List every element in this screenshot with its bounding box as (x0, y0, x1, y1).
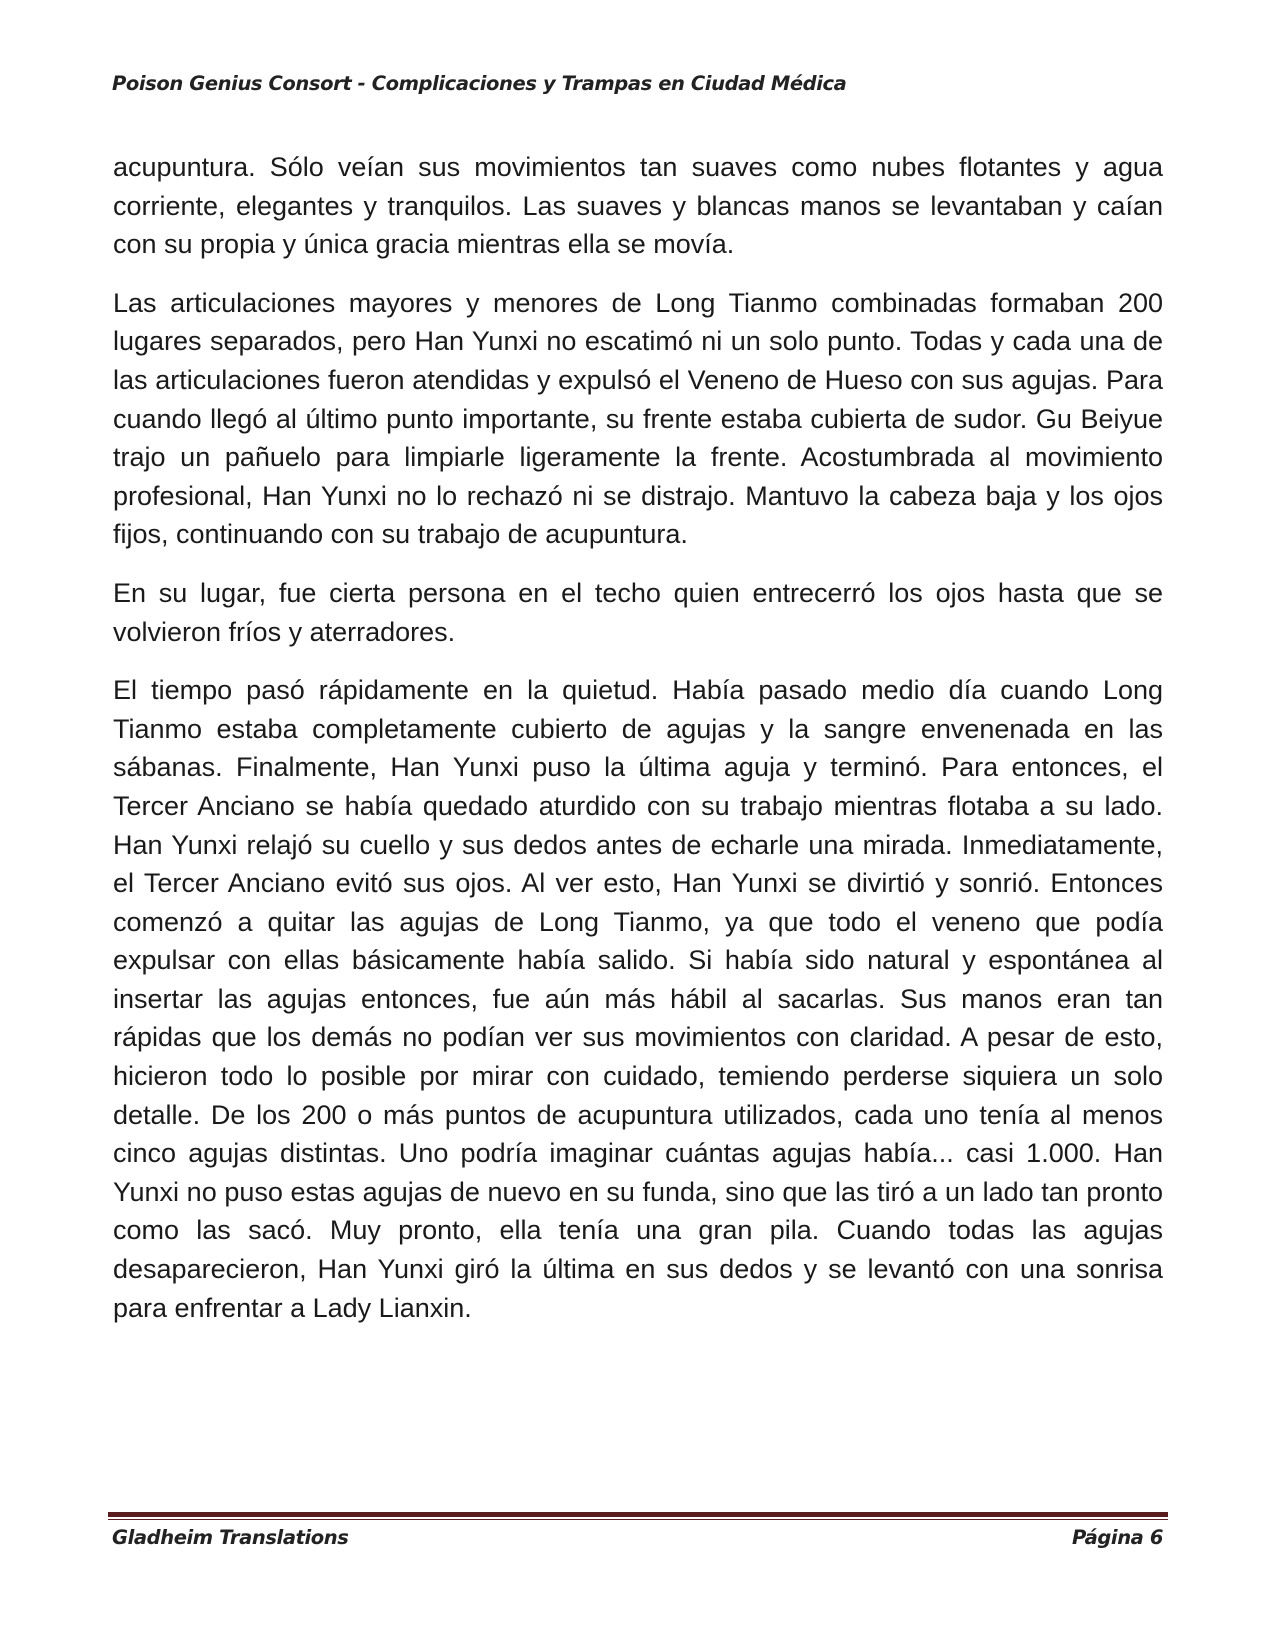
footer-publisher: Gladheim Translations (112, 1526, 349, 1549)
paragraph: acupuntura. Sólo veían sus movimientos tan suaves como nubes flotantes y agua corriente, elegantes y tranquilos. Las suaves y blancas manos se levantaban y caían con su propia y única gracia mientras ella se movía. (113, 152, 1163, 260)
footer-page-number: Página 6 (1071, 1526, 1163, 1549)
page-body (113, 148, 1163, 1347)
paragraph: El tiempo pasó rápidamente en la quietud. Había pasado medio día cuando Long Tianmo estaba completamente cubierto de agujas y la sangre envenenada en las sábanas. Finalmente, Han Yunxi puso la última aguja y terminó. Para entonces, el Tercer Anciano se había quedado aturdido con su trabajo mientras flotaba a su lado. Han Yunxi relajó su cuello y sus dedos antes de echarle una mirada. Inmediatamente, el Tercer Anciano evitó sus ojos. Al ver esto, Han Yunxi se divirtió y sonrió. Entonces comenzó a quitar las agujas de Long Tianmo, ya que todo el veneno que podía expulsar con ellas básicamente había salido. Si había sido natural y espontánea al insertar las agujas entonces, fue aún más hábil al sacarlas. Sus manos eran tan rápidas que los demás no podían ver sus movimientos con claridad. A pesar de esto, hicieron todo lo posible por mirar con cuidado, temiendo perderse siquiera un solo detalle. De los 200 o más puntos de acupuntura utilizados, cada uno tenía al menos cinco agujas distintas. Uno podría imaginar cuántas agujas había... casi 1.000. Han Yunxi no puso estas agujas de nuevo en su funda, sino que las tiró a un lado tan pronto como las sacó. Muy pronto, ella tenía una gran pila. Cuando todas las agujas desaparecieron, Han Yunxi giró la última en sus dedos y se levantó con una sonrisa para enfrentar a Lady Lianxin. (113, 675, 1163, 1323)
footer-divider (108, 1512, 1168, 1521)
paragraph: Las articulaciones mayores y menores de Long Tianmo combinadas formaban 200 lugares separados, pero Han Yunxi no escatimó ni un solo punto. Todas y cada una de las articulaciones fueron atendidas y expulsó el Veneno de Hueso con sus agujas. Para cuando llegó al último punto importante, su frente estaba cubierta de sudor. Gu Beiyue trajo un pañuelo para limpiarle ligeramente la frente. Acostumbrada al movimiento profesional, Han Yunxi no lo rechazó ni se distrajo. Mantuvo la cabeza baja y los ojos fijos, continuando con su trabajo de acupuntura. (113, 287, 1163, 550)
page-header-title: Poison Genius Consort - Complicaciones y Trampas en Ciudad Médica (112, 72, 847, 95)
footer-divider-thick-line (108, 1512, 1168, 1517)
footer-divider-thin-line (108, 1519, 1168, 1520)
paragraph: En su lugar, fue cierta persona en el techo quien entrecerró los ojos hasta que se volvieron fríos y aterradores. (113, 577, 1163, 647)
